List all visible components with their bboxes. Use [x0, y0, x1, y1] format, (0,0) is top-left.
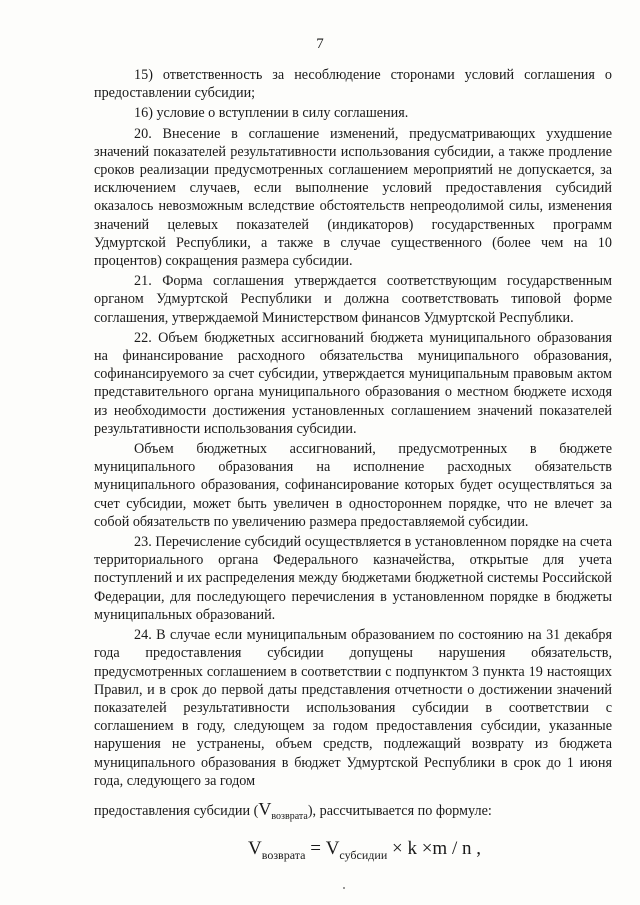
paragraph-22: 22. Объем бюджетных ассигнований бюджета муниципального образования на финансирование расходного обязательства муниципального образования, софинансируемого за счет субсидии, утверждается муниципальным правовым актом представительного органа муниципального образования о местном бюджете исходя из необходимости достижения установленных соглашением значений показателей результативности использования субсидии.	[94, 329, 612, 437]
formula-rest: × k ×m / n ,	[391, 838, 481, 860]
paragraph-20: 20. Внесение в соглашение изменений, предусматривающих ухудшение значений показателей результативности использования субсидии, а также продление сроков реализации предусмотренных соглашением мероприятий не допускается, за исключением случаев, если выполнение условий предоставления субсидий оказалось невозможным вследствие обстоятельств непреодолимой силы, изменения значений целевых показателей (индикаторов) государственных программ Удмуртской Республики, а также в случае существенного (более чем на 10 процентов) сокращения размера субсидии.	[94, 125, 612, 270]
formula-rhs-subscript: субсидии	[339, 848, 388, 863]
paragraph-24: 24. В случае если муниципальным образованием по состоянию на 31 декабря года предоставления субсидии допущены нарушения обязательств, предусмотренных соглашением в соответствии с подпунктом 3 пункта 19 настоящих Правил, и в срок до первой даты представления отчетности о достижении значений показателей результативности использования субсидии в соответствии с соглашением в году, следующем за годом предоставления субсидии, указанные нарушения не устранены, объем средств, подлежащий возврату из бюджета муниципального образования в бюджет Удмуртской Республики в срок до 1 июня года, следующего за годом	[94, 627, 612, 789]
formula-intro-symbol: V	[258, 798, 272, 819]
formula-intro-line	[94, 800, 612, 826]
scan-speck	[343, 887, 345, 889]
refund-formula	[94, 840, 612, 864]
paragraph-23: 23. Перечисление субсидий осуществляется в установленном порядке на счета территориального органа Федерального казначейства, открытые для учета поступлений и их распределения между бюджетами бюджетной системы Российской Федерации, для последующего перечисления в установленном порядке в бюджеты муниципальных образований.	[94, 534, 612, 623]
formula-equals: =	[310, 838, 321, 860]
document-body	[94, 66, 612, 864]
page-number: 7	[316, 36, 324, 52]
paragraph-21: 21. Форма соглашения утверждается соответствующим государственным органом Удмуртской Республики и должна соответствовать типовой форме соглашения, утверждаемой Министерством финансов Удмуртской Республики.	[94, 273, 612, 326]
formula-lhs-symbol: V	[248, 838, 262, 860]
formula-intro-subscript: возврата	[271, 810, 308, 822]
formula-intro-after: ), рассчитывается по формуле:	[307, 802, 492, 819]
paragraph-item-16: 16) условие о вступлении в силу соглашения.	[134, 105, 409, 122]
paragraph-item-15: 15) ответственность за несоблюдение сторонами условий соглашения о предоставлении субсидии;	[94, 67, 612, 102]
formula-lhs-subscript: возврата	[261, 848, 306, 863]
formula-rhs-symbol: V	[325, 838, 340, 860]
formula-intro-before: предоставления субсидии (	[94, 802, 259, 819]
paragraph-22-continued: Объем бюджетных ассигнований, предусмотренных в бюджете муниципального образования на исполнение расходных обязательств муниципального образования, софинансирование которых будет осуществляться за счет субсидии, может быть увеличен в одностороннем порядке, что не влечет за собой обязательств по увеличению размера предоставляемой субсидии.	[94, 441, 612, 530]
